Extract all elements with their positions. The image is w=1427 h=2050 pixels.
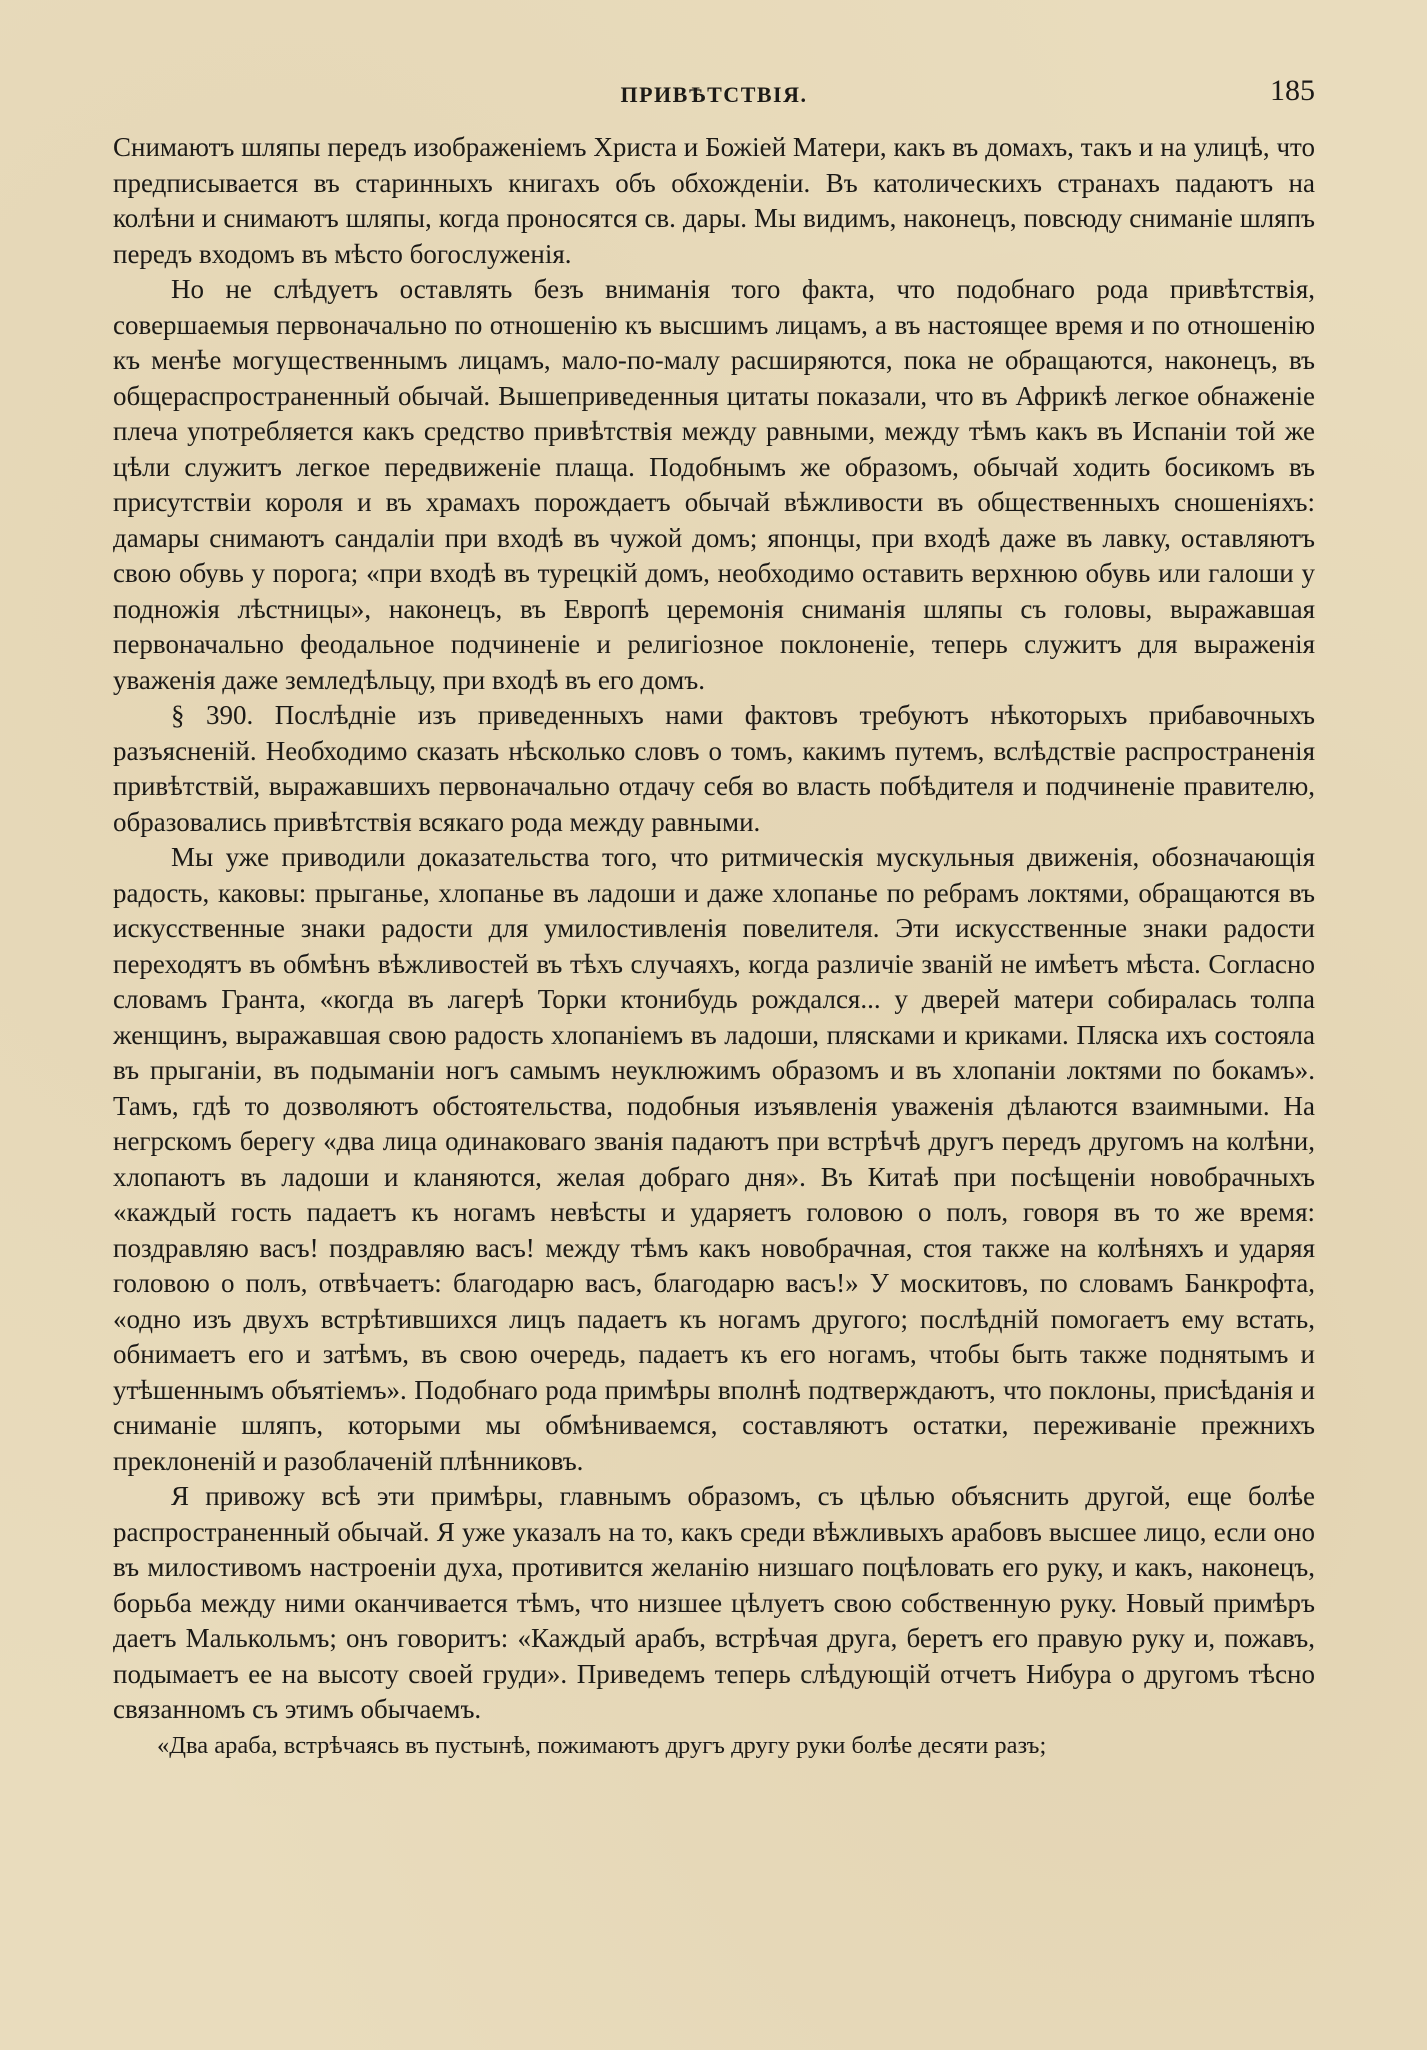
- paragraph-5: Я привожу всѣ эти примѣры, главнымъ образомъ, съ цѣлью объяснить другой, еще болѣе распространенный обычай. Я уже указалъ на то, какъ среди вѣжливыхъ арабовъ высшее лицо, если оно въ милостивомъ настроеніи духа, противится желанію низшаго поцѣловать его руку, и какъ, наконецъ, борьба между ними оканчивается тѣмъ, что низшее цѣлуетъ свою собственную руку. Новый примѣръ даетъ Малькольмъ; онъ говоритъ: «Каждый арабъ, встрѣчая друга, беретъ его правую руку и, пожавъ, подымаетъ ее на высоту своей груди». Приведемъ теперь слѣдующій отчетъ Нибура о другомъ тѣсно связанномъ съ этимъ обычаемъ.: [113, 1481, 1315, 1724]
- body-text: [113, 130, 1315, 1763]
- paragraph-section-390: § 390. Послѣдніе изъ приведенныхъ нами фактовъ требуютъ нѣкоторыхъ прибавочныхъ разъясненій. Необходимо сказать нѣсколько словъ о томъ, какимъ путемъ, вслѣдствіе распространенія привѣтствій, выражавшихъ первоначально отдачу себя во власть побѣдителя и подчиненіе правителю, образовались привѣтствія всякаго рода между равными.: [113, 700, 1315, 837]
- paragraph-4: Мы уже приводили доказательства того, что ритмическія мускульныя движенія, обозначающія радость, каковы: прыганье, хлопанье въ ладоши и даже хлопанье по ребрамъ локтями, обращаются въ искусственные знаки радости для умилостивленія повелителя. Эти искусственные знаки радости переходятъ въ обмѣнъ вѣжливостей въ тѣхъ случаяхъ, когда различіе званій не имѣетъ мѣста. Согласно словамъ Гранта, «когда въ лагерѣ Торки ктонибудь рождался... у дверей матери собиралась толпа женщинъ, выражавшая свою радость хлопаніемъ въ ладоши, плясками и криками. Пляска ихъ состояла въ прыганіи, въ подыманіи ногъ самымъ неуклюжимъ образомъ и въ хлопаніи локтями по бокамъ». Тамъ, гдѣ то дозволяютъ обстоятельства, подобныя изъявленія уваженія дѣлаются взаимными. На негрскомъ берегу «два лица одинаковаго званія падаютъ при встрѣчѣ другъ передъ другомъ на колѣни, хлопаютъ въ ладоши и кланяются, желая добраго дня». Въ Китаѣ при посѣщеніи новобрачныхъ «каждый гость падаетъ къ ногамъ невѣсты и ударяетъ головою о полъ, говоря въ то же время: поздравляю васъ! поздравляю васъ! между тѣмъ какъ новобрачная, стоя также на колѣняхъ и ударяя головою о полъ, отвѣчаетъ: благодарю васъ, благодарю васъ!» У москитовъ, по словамъ Банкрофта, «одно изъ двухъ встрѣтившихся лицъ падаетъ къ ногамъ другого; послѣдній помогаетъ ему встать, обнимаетъ его и затѣмъ, въ свою очередь, падаетъ къ его ногамъ, чтобы быть также поднятымъ и утѣшеннымъ объятіемъ». Подобнаго рода примѣры вполнѣ подтверждаютъ, что поклоны, присѣданія и сниманіе шляпъ, которыми мы обмѣниваемся, составляютъ остатки, переживаніе прежнихъ преклоненій и разоблаченій плѣнниковъ.: [113, 842, 1315, 1476]
- paragraph-2: Но не слѣдуетъ оставлять безъ вниманія того факта, что подобнаго рода привѣтствія, совершаемыя первоначально по отношенію къ высшимъ лицамъ, а въ настоящее время и по отношенію къ менѣе могущественнымъ лицамъ, мало-по-малу расширяются, пока не обращаются, наконецъ, въ общераспространенный обычай. Вышеприведенныя цитаты показали, что въ Африкѣ легкое обнаженіе плеча употребляется какъ средство привѣтствія между равными, между тѣмъ какъ въ Испаніи той же цѣли служитъ легкое передвиженіе плаща. Подобнымъ же образомъ, обычай ходить босикомъ въ присутствіи короля и въ храмахъ порождаетъ обычай вѣжливости въ общественныхъ сношеніяхъ: дамары снимаютъ сандаліи при входѣ въ чужой домъ; японцы, при входѣ даже въ лавку, оставляютъ свою обувь у порога; «при входѣ въ турецкій домъ, необходимо оставить верхнюю обувь или галоши у подножія лѣстницы», наконецъ, въ Европѣ церемонія сниманія шляпы съ головы, выражавшая первоначально феодальное подчиненіе и религіозное поклоненіе, теперь служитъ для выраженія уваженія даже земледѣльцу, при входѣ въ его домъ.: [113, 274, 1315, 695]
- running-head: [113, 72, 1315, 116]
- quote-paragraph: «Два араба, встрѣчаясь въ пустынѣ, пожимаютъ другъ другу руки болѣе десяти разъ;: [157, 1731, 1047, 1759]
- paragraph-1: Снимаютъ шляпы передъ изображеніемъ Христа и Божіей Матери, какъ въ домахъ, такъ и на улицѣ, что предписывается въ старинныхъ книгахъ объ обхожденіи. Въ католическихъ странахъ падаютъ на колѣни и снимаютъ шляпы, когда проносятся св. дары. Мы видимъ, наконецъ, повсюду сниманіе шляпъ передъ входомъ въ мѣсто богослуженія.: [113, 132, 1315, 269]
- running-title: ПРИВѢТСТВІЯ.: [620, 82, 808, 107]
- page-number: 185: [1270, 74, 1315, 107]
